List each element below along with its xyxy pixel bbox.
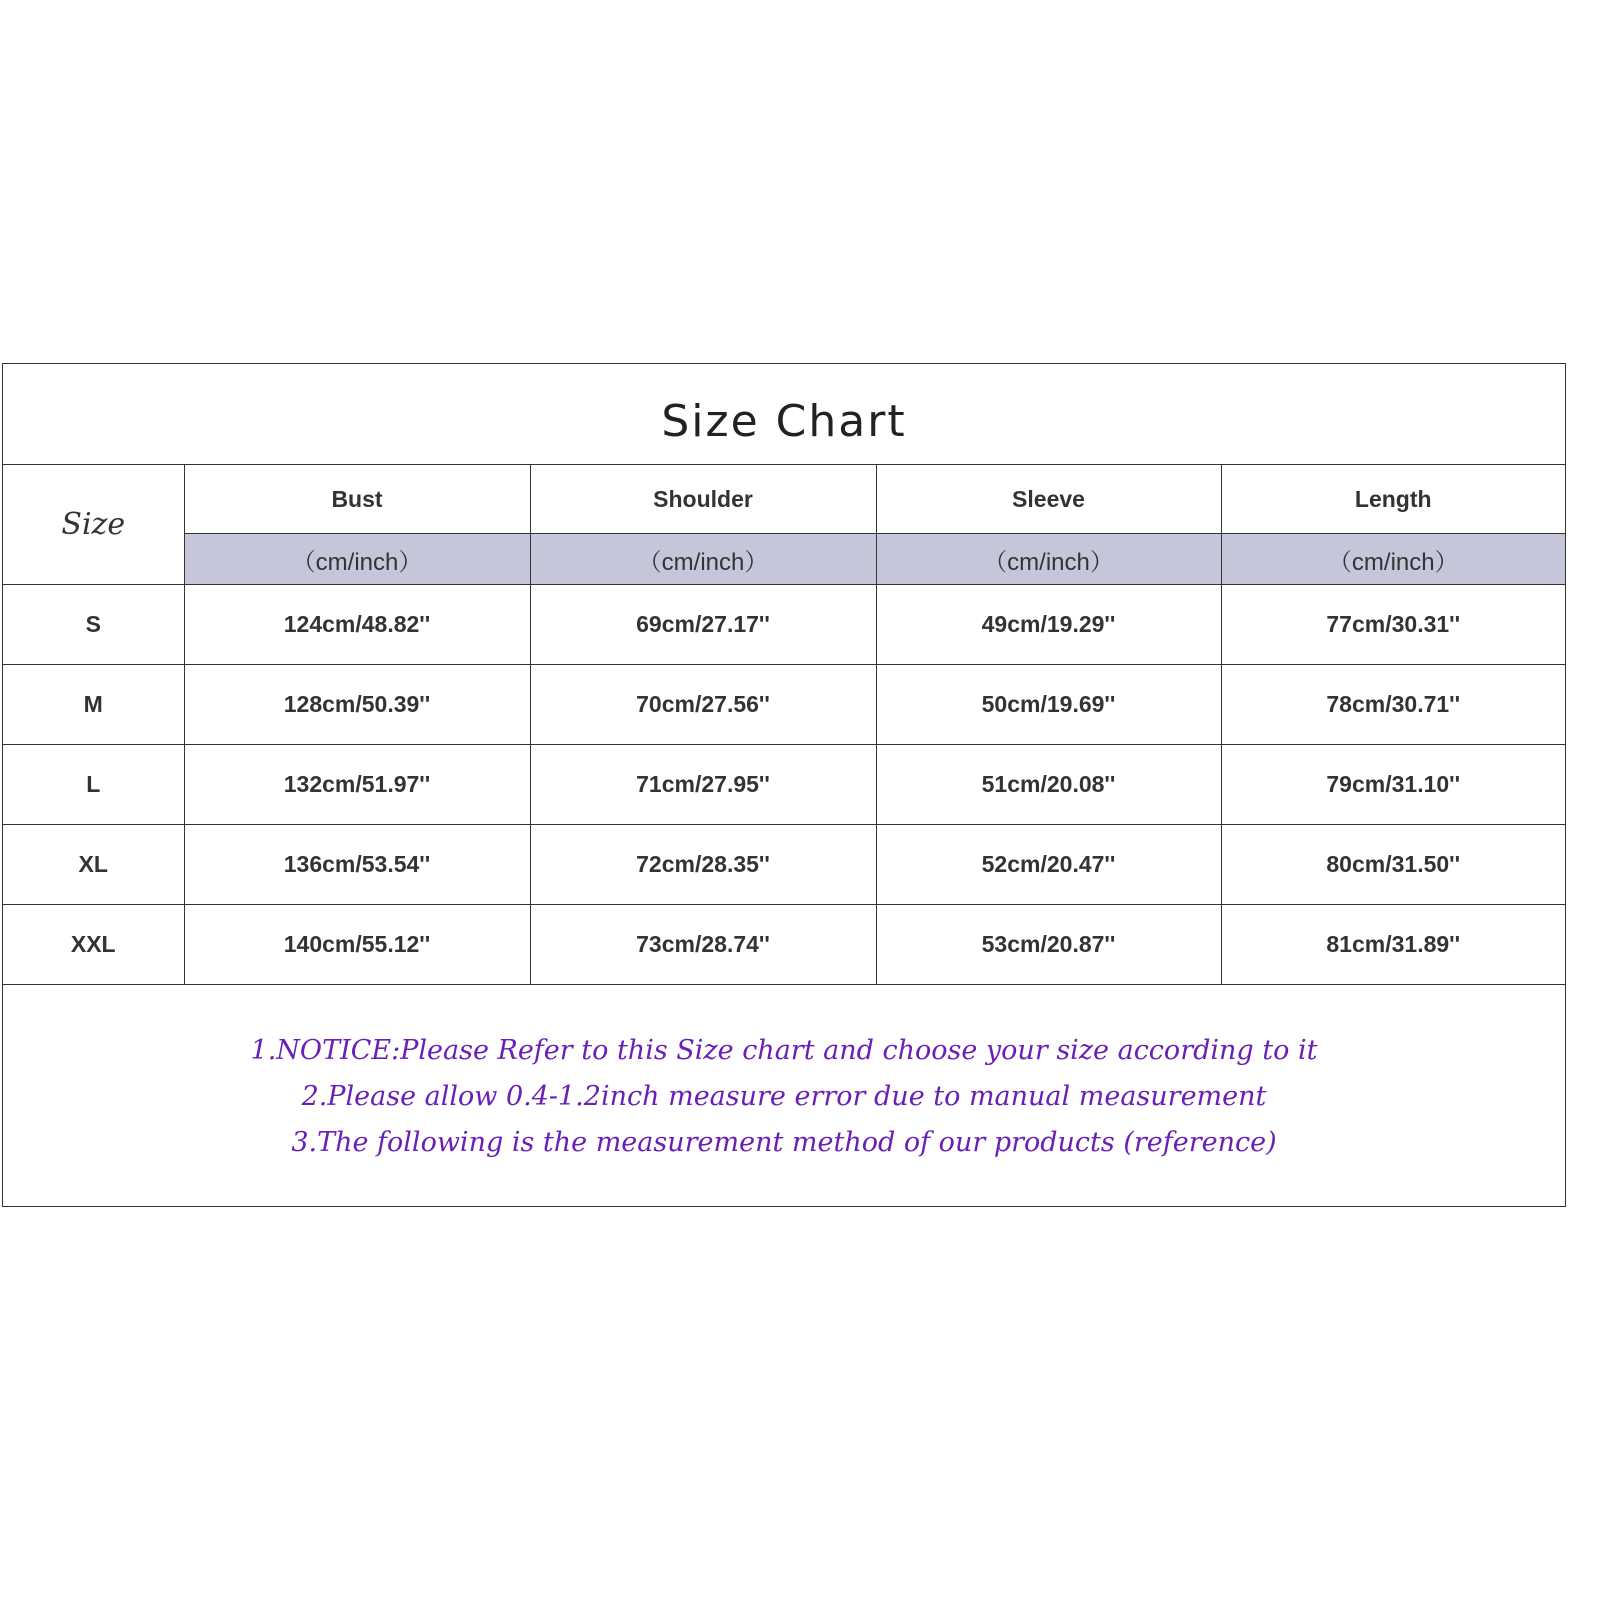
- unit-label: （cm/inch）: [876, 534, 1221, 585]
- column-header: Length: [1221, 465, 1565, 534]
- value-cell: 140cm/55.12'': [184, 905, 530, 985]
- table-row: [3, 745, 1565, 825]
- value-cell: 71cm/27.95'': [530, 745, 876, 825]
- size-header: Size: [3, 465, 184, 585]
- column-header: Sleeve: [876, 465, 1221, 534]
- header-row: [3, 465, 1565, 534]
- value-cell: 53cm/20.87'': [876, 905, 1221, 985]
- value-cell: 77cm/30.31'': [1221, 585, 1565, 665]
- value-cell: 69cm/27.17'': [530, 585, 876, 665]
- column-header: Shoulder: [530, 465, 876, 534]
- value-cell: 124cm/48.82'': [184, 585, 530, 665]
- note-line: 2.Please allow 0.4-1.2inch measure error due to manual measurement: [301, 1081, 1267, 1112]
- unit-row: [3, 534, 1565, 585]
- note-line: 1.NOTICE:Please Refer to this Size chart and choose your size according to it: [250, 1035, 1318, 1066]
- unit-label: （cm/inch）: [1221, 534, 1565, 585]
- value-cell: 73cm/28.74'': [530, 905, 876, 985]
- value-cell: 50cm/19.69'': [876, 665, 1221, 745]
- table-row: [3, 825, 1565, 905]
- value-cell: 51cm/20.08'': [876, 745, 1221, 825]
- unit-label: （cm/inch）: [184, 534, 530, 585]
- value-cell: 132cm/51.97'': [184, 745, 530, 825]
- column-header: Bust: [184, 465, 530, 534]
- value-cell: 70cm/27.56'': [530, 665, 876, 745]
- size-cell: L: [3, 745, 184, 825]
- value-cell: 128cm/50.39'': [184, 665, 530, 745]
- size-cell: XL: [3, 825, 184, 905]
- table-row: [3, 665, 1565, 745]
- size-cell: S: [3, 585, 184, 665]
- size-chart: [2, 363, 1566, 1207]
- value-cell: 72cm/28.35'': [530, 825, 876, 905]
- notes: [3, 984, 1565, 1206]
- value-cell: 79cm/31.10'': [1221, 745, 1565, 825]
- size-table: [3, 465, 1565, 985]
- value-cell: 81cm/31.89'': [1221, 905, 1565, 985]
- size-cell: M: [3, 665, 184, 745]
- value-cell: 52cm/20.47'': [876, 825, 1221, 905]
- table-row: [3, 585, 1565, 665]
- value-cell: 78cm/30.71'': [1221, 665, 1565, 745]
- value-cell: 136cm/53.54'': [184, 825, 530, 905]
- value-cell: 49cm/19.29'': [876, 585, 1221, 665]
- value-cell: 80cm/31.50'': [1221, 825, 1565, 905]
- chart-title: Size Chart: [3, 364, 1565, 465]
- unit-label: （cm/inch）: [530, 534, 876, 585]
- note-line: 3.The following is the measurement method of our products (reference): [291, 1127, 1277, 1158]
- size-cell: XXL: [3, 905, 184, 985]
- table-row: [3, 905, 1565, 985]
